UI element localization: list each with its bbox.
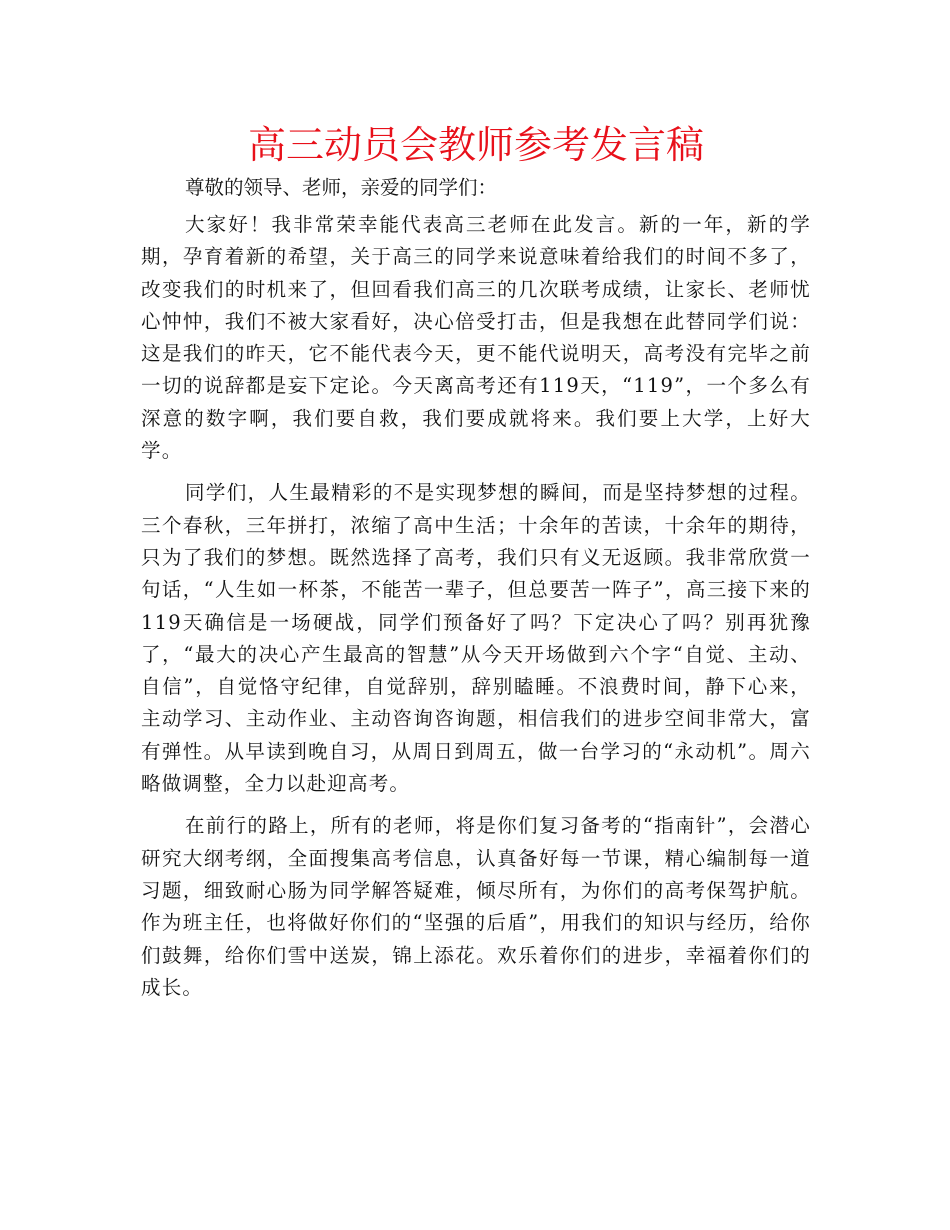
greeting-line: 尊敬的领导、老师，亲爱的同学们： bbox=[185, 176, 498, 199]
document-page bbox=[141, 118, 811, 1004]
paragraph-3: 在前行的路上，所有的老师，将是你们复习备考的“指南针”，会潜心研究大纲考纲，全面搜集高考信息，认真备好每一节课，精心编制每一道习题，细致耐心肠为同学解答疑难，倾尽所有，为你们的高考保驾护航。作为班主任，也将做好你们的“坚强的后盾”，用我们的知识与经历，给你们鼓舞，给你们雪中送炭，锦上添花。欢乐着你们的进步，幸福着你们的成长。 bbox=[141, 814, 811, 999]
document-title: 高三动员会教师参考发言稿 bbox=[247, 123, 704, 167]
paragraph-2: 同学们，人生最精彩的不是实现梦想的瞬间，而是坚持梦想的过程。三个春秋，三年拼打，浓缩了高中生活；十余年的苦读，十余年的期待，只为了我们的梦想。既然选择了高考，我们只有义无返顾。我非常欣赏一句话，“人生如一杯茶，不能苦一辈子，但总要苦一阵子”，高三接下来的119天确信是一场硬战，同学们预备好了吗？下定决心了吗？别再犹豫了，“最大的决心产生最高的智慧”从今天开场做到六个字“自觉、主动、自信”，自觉恪守纪律，自觉辞别，辞别瞌睡。不浪费时间，静下心来，主动学习、主动作业、主动咨询咨询题，相信我们的进步空间非常大，富有弹性。从早读到晚自习，从周日到周五，做一台学习的“永动机”。周六略做调整，全力以赴迎高考。 bbox=[141, 481, 811, 796]
paragraph-1: 大家好！我非常荣幸能代表高三老师在此发言。新的一年，新的学期，孕育着新的希望，关于高三的同学来说意味着给我们的时间不多了，改变我们的时机来了，但回看我们高三的几次联考成绩，让家长、老师忧心忡忡，我们不被大家看好，决心倍受打击，但是我想在此替同学们说：这是我们的昨天，它不能代表今天，更不能代说明天，高考没有完毕之前一切的说辞都是妄下定论。今天离高考还有119天，“119”，一个多么有深意的数字啊，我们要自救，我们要成就将来。我们要上大学，上好大学。 bbox=[141, 213, 811, 463]
